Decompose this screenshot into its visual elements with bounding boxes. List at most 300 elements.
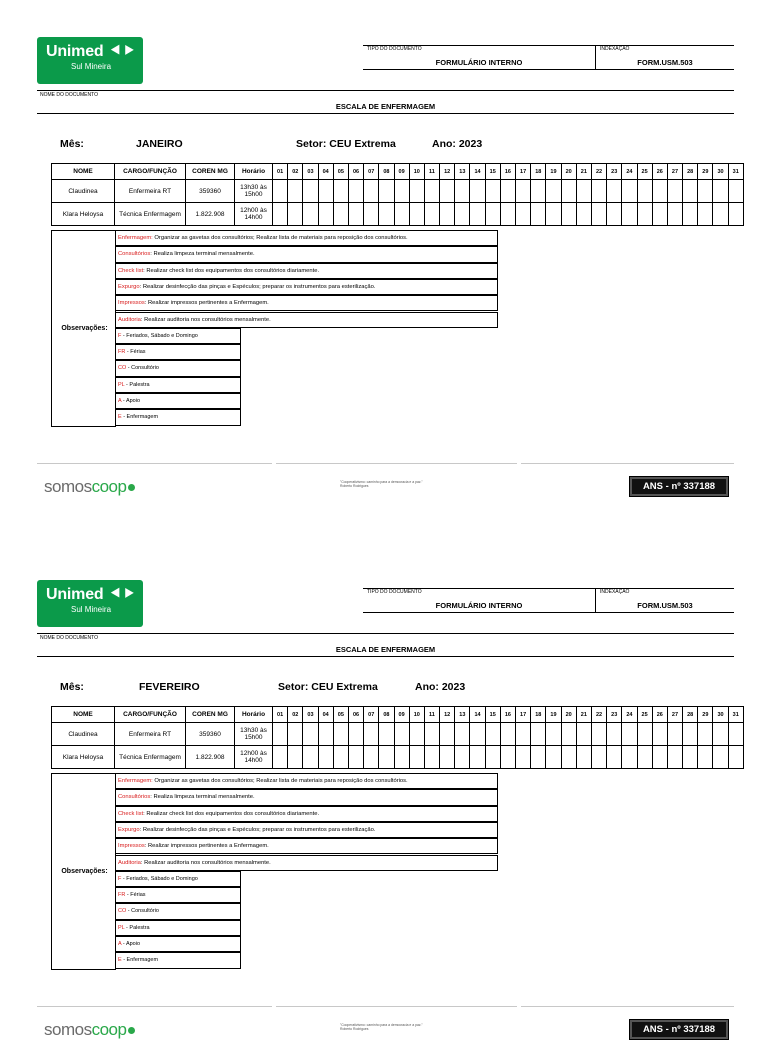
- day-cell[interactable]: [364, 203, 379, 226]
- day-cell[interactable]: [698, 203, 713, 226]
- observation-key: Consultórios: [118, 251, 151, 258]
- day-header: 22: [591, 164, 606, 180]
- observation-row: [116, 230, 498, 246]
- day-cell[interactable]: [683, 203, 698, 226]
- observation-key: Impressos: [118, 843, 145, 850]
- observations-label: Observações:: [51, 773, 116, 970]
- footer-quote: [340, 1023, 423, 1031]
- legend-text: - Apoio: [121, 941, 141, 947]
- day-cell[interactable]: [424, 180, 439, 203]
- day-cell[interactable]: [485, 180, 500, 203]
- observation-row: [116, 855, 498, 871]
- month-label: Mês:: [60, 138, 84, 150]
- coop-dot-icon: [128, 1027, 135, 1034]
- day-cell[interactable]: [546, 203, 561, 226]
- day-header: 21: [576, 164, 591, 180]
- day-cell[interactable]: [303, 723, 318, 746]
- day-cell[interactable]: [728, 203, 743, 226]
- day-header: 11: [424, 164, 439, 180]
- day-header: 13: [455, 707, 470, 723]
- day-header: 25: [637, 707, 652, 723]
- cell-coren: 1.822.908: [186, 203, 235, 226]
- doc-index-box: [595, 45, 734, 70]
- unimed-logo: [37, 580, 143, 627]
- legend-text: - Férias: [125, 349, 146, 356]
- day-cell[interactable]: [713, 180, 728, 203]
- day-cell[interactable]: [303, 203, 318, 226]
- day-cell[interactable]: [470, 180, 485, 203]
- day-header: 31: [728, 164, 743, 180]
- day-header: 08: [379, 707, 394, 723]
- footer-divider: [37, 463, 734, 464]
- day-header: 07: [364, 164, 379, 180]
- day-header: 01: [273, 707, 288, 723]
- day-cell[interactable]: [698, 723, 713, 746]
- day-cell[interactable]: [333, 723, 348, 746]
- cell-coren: 359360: [186, 723, 235, 746]
- day-cell[interactable]: [394, 203, 409, 226]
- observation-text: : Realizar auditoria nos consultórios mensalmente.: [140, 859, 271, 866]
- somos-text: somos: [44, 1020, 92, 1039]
- doc-name-box: [37, 90, 734, 114]
- day-cell[interactable]: [409, 203, 424, 226]
- day-cell[interactable]: [288, 723, 303, 746]
- day-header: 05: [333, 707, 348, 723]
- day-cell[interactable]: [348, 180, 363, 203]
- cell-coren: 1.822.908: [186, 746, 235, 769]
- day-cell[interactable]: [394, 180, 409, 203]
- day-cell[interactable]: [470, 203, 485, 226]
- doc-name-box: [37, 633, 734, 657]
- day-cell[interactable]: [485, 203, 500, 226]
- day-cell[interactable]: [333, 203, 348, 226]
- cell-cargo: Técnica Enfermagem: [115, 203, 186, 226]
- day-cell[interactable]: [364, 180, 379, 203]
- legend-key: CO: [118, 908, 127, 915]
- day-cell[interactable]: [516, 746, 531, 769]
- doc-type-caption: TIPO DO DOCUMENTO: [367, 589, 422, 595]
- day-cell[interactable]: [273, 723, 288, 746]
- observation-row: [116, 773, 498, 789]
- legend-text: - Consultório: [126, 365, 159, 372]
- day-header: 21: [576, 707, 591, 723]
- day-header: 04: [318, 707, 333, 723]
- day-cell[interactable]: [455, 180, 470, 203]
- day-cell[interactable]: [698, 746, 713, 769]
- column-header: CARGO/FUNÇÃO: [115, 707, 186, 723]
- legend-key: FR: [118, 349, 126, 356]
- day-cell[interactable]: [379, 203, 394, 226]
- legend-text: - Palestra: [124, 924, 150, 931]
- legend-key: E: [118, 414, 122, 421]
- day-cell[interactable]: [394, 723, 409, 746]
- quote-author: Roberto Rodrigues: [340, 1027, 369, 1031]
- day-cell[interactable]: [667, 723, 682, 746]
- observation-key: Check list: [118, 810, 144, 817]
- observation-text: : Realizar desinfecção das pinças e Espéculos; preparar os instrumentos para esterilização.: [139, 826, 376, 833]
- day-header: 08: [379, 164, 394, 180]
- doc-name-caption: NOME DO DOCUMENTO: [40, 635, 98, 641]
- day-cell[interactable]: [531, 203, 546, 226]
- observation-key: Impressos: [118, 300, 145, 307]
- day-cell[interactable]: [652, 746, 667, 769]
- day-header: 12: [440, 164, 455, 180]
- day-header: 14: [470, 707, 485, 723]
- observation-row: [116, 295, 498, 311]
- day-cell[interactable]: [470, 746, 485, 769]
- day-cell[interactable]: [561, 723, 576, 746]
- day-header: 16: [500, 707, 515, 723]
- day-header: 09: [394, 164, 409, 180]
- day-cell[interactable]: [500, 723, 515, 746]
- day-cell[interactable]: [546, 723, 561, 746]
- day-header: 31: [728, 707, 743, 723]
- day-cell[interactable]: [333, 746, 348, 769]
- day-cell[interactable]: [348, 746, 363, 769]
- day-cell[interactable]: [303, 746, 318, 769]
- ans-badge: ANS - nº 337188: [630, 1020, 728, 1039]
- day-cell[interactable]: [622, 180, 637, 203]
- day-cell[interactable]: [652, 203, 667, 226]
- day-cell[interactable]: [364, 723, 379, 746]
- day-cell[interactable]: [440, 180, 455, 203]
- day-cell[interactable]: [607, 723, 622, 746]
- day-cell[interactable]: [683, 746, 698, 769]
- table-row: [52, 746, 744, 769]
- day-cell[interactable]: [318, 723, 333, 746]
- day-cell[interactable]: [607, 180, 622, 203]
- doc-index-caption: INDEXAÇÃO: [600, 589, 630, 595]
- day-header: 25: [637, 164, 652, 180]
- observation-row: [116, 806, 498, 822]
- observation-row: [116, 312, 498, 328]
- logo-sub: Sul Mineira: [71, 62, 112, 71]
- observation-row: [116, 246, 498, 262]
- day-header: 23: [607, 164, 622, 180]
- somoscoop-logo: [44, 1020, 135, 1040]
- somoscoop-logo: [44, 477, 135, 497]
- day-header: 14: [470, 164, 485, 180]
- legend-text: - Consultório: [126, 908, 159, 915]
- legend-key: CO: [118, 365, 127, 372]
- day-cell[interactable]: [683, 723, 698, 746]
- cell-horario: 13h30 às 15h00: [235, 180, 273, 203]
- day-cell[interactable]: [652, 180, 667, 203]
- cell-nome: Claudinea: [52, 180, 115, 203]
- day-cell[interactable]: [288, 180, 303, 203]
- day-cell[interactable]: [303, 180, 318, 203]
- day-cell[interactable]: [576, 746, 591, 769]
- day-cell[interactable]: [622, 723, 637, 746]
- day-cell[interactable]: [561, 203, 576, 226]
- legend-key: FR: [118, 892, 126, 899]
- day-cell[interactable]: [637, 723, 652, 746]
- legend-row: [116, 936, 241, 952]
- day-header: 18: [531, 707, 546, 723]
- cell-horario: 13h30 às 15h00: [235, 723, 273, 746]
- day-cell[interactable]: [485, 746, 500, 769]
- cell-cargo: Enfermeira RT: [115, 180, 186, 203]
- quote-line: "Cooperativismo: caminho para a democracia e a paz.": [340, 480, 423, 484]
- day-header: 20: [561, 707, 576, 723]
- somos-text: somos: [44, 477, 92, 496]
- coop-text: coop: [91, 477, 127, 496]
- day-header: 15: [485, 164, 500, 180]
- day-header: 19: [546, 164, 561, 180]
- day-header: 30: [713, 164, 728, 180]
- day-cell[interactable]: [318, 746, 333, 769]
- day-cell[interactable]: [500, 203, 515, 226]
- legend-key: PL: [118, 924, 125, 931]
- day-cell[interactable]: [546, 180, 561, 203]
- logo-name: Unimed: [46, 43, 104, 60]
- observation-row: [116, 279, 498, 295]
- day-cell[interactable]: [440, 746, 455, 769]
- day-header: 24: [622, 707, 637, 723]
- day-cell[interactable]: [516, 180, 531, 203]
- day-cell[interactable]: [576, 180, 591, 203]
- column-header: Horário: [235, 164, 273, 180]
- sector-label: Setor: CEU Extrema: [296, 138, 396, 150]
- legend-key: F: [118, 332, 122, 339]
- year-label: Ano: 2023: [432, 138, 483, 150]
- legend-key: A: [118, 941, 122, 947]
- doc-name-caption: NOME DO DOCUMENTO: [40, 92, 98, 98]
- day-cell[interactable]: [516, 203, 531, 226]
- day-header: 01: [273, 164, 288, 180]
- legend-text: - Palestra: [124, 381, 150, 388]
- legend-text: - Apoio: [121, 398, 141, 404]
- day-cell[interactable]: [288, 203, 303, 226]
- logo-sub: Sul Mineira: [71, 605, 112, 614]
- day-cell[interactable]: [683, 180, 698, 203]
- day-cell[interactable]: [273, 746, 288, 769]
- day-cell[interactable]: [728, 746, 743, 769]
- column-header: NOME: [52, 707, 115, 723]
- doc-type-value: FORMULÁRIO INTERNO: [435, 58, 523, 67]
- day-cell[interactable]: [591, 723, 606, 746]
- day-cell[interactable]: [424, 203, 439, 226]
- day-header: 23: [607, 707, 622, 723]
- doc-index-box: [595, 588, 734, 613]
- day-cell[interactable]: [576, 203, 591, 226]
- day-cell[interactable]: [409, 723, 424, 746]
- legend-row: [116, 377, 241, 393]
- day-header: 11: [424, 707, 439, 723]
- observation-text: : Realiza limpeza terminal mensalmente.: [150, 794, 255, 801]
- day-cell[interactable]: [333, 180, 348, 203]
- day-cell[interactable]: [379, 723, 394, 746]
- day-header: 02: [288, 707, 303, 723]
- day-cell[interactable]: [667, 180, 682, 203]
- day-header: 04: [318, 164, 333, 180]
- observation-row: [116, 263, 498, 279]
- day-cell[interactable]: [728, 180, 743, 203]
- day-cell[interactable]: [713, 723, 728, 746]
- observation-key: Check list: [118, 267, 144, 274]
- coop-dot-icon: [128, 484, 135, 491]
- observation-text: : Realizar impressos pertinentes a Enfermagem.: [144, 300, 269, 307]
- observation-row: [116, 822, 498, 838]
- legend-text: - Férias: [125, 892, 146, 899]
- cell-nome: Claudinea: [52, 723, 115, 746]
- observation-text: Organizar as gavetas dos consultórios; Realizar lista de materiais para reposição dos consultórios.: [152, 235, 408, 241]
- doc-type-box: [363, 45, 595, 70]
- day-cell[interactable]: [637, 180, 652, 203]
- day-cell[interactable]: [348, 723, 363, 746]
- schedule-table: [51, 163, 744, 226]
- day-cell[interactable]: [516, 723, 531, 746]
- doc-type-caption: TIPO DO DOCUMENTO: [367, 46, 422, 52]
- schedule-header-row: [52, 707, 744, 723]
- legend-text: - Feriados, Sábado e Domingo: [121, 875, 198, 882]
- day-header: 16: [500, 164, 515, 180]
- legend-row: [116, 360, 241, 376]
- day-cell[interactable]: [440, 723, 455, 746]
- observation-key: Auditoria: [118, 859, 141, 866]
- day-cell[interactable]: [637, 746, 652, 769]
- day-cell[interactable]: [591, 203, 606, 226]
- legend-row: [116, 409, 241, 425]
- legend-row: [116, 920, 241, 936]
- cell-cargo: Técnica Enfermagem: [115, 746, 186, 769]
- day-cell[interactable]: [713, 203, 728, 226]
- day-header: 26: [652, 164, 667, 180]
- day-cell[interactable]: [424, 723, 439, 746]
- day-header: 09: [394, 707, 409, 723]
- year-label: Ano: 2023: [415, 681, 466, 693]
- day-header: 15: [485, 707, 500, 723]
- day-cell[interactable]: [652, 723, 667, 746]
- day-header: 27: [667, 164, 682, 180]
- legend-key: PL: [118, 381, 125, 388]
- day-cell[interactable]: [455, 203, 470, 226]
- month-value: JANEIRO: [136, 138, 183, 150]
- day-cell[interactable]: [409, 746, 424, 769]
- day-cell[interactable]: [561, 180, 576, 203]
- day-header: 20: [561, 164, 576, 180]
- legend-text: - Enfermagem: [121, 957, 159, 964]
- cell-nome: Klara Heloysa: [52, 746, 115, 769]
- day-header: 28: [683, 164, 698, 180]
- day-header: 10: [409, 707, 424, 723]
- day-cell[interactable]: [348, 203, 363, 226]
- day-cell[interactable]: [622, 203, 637, 226]
- day-cell[interactable]: [698, 180, 713, 203]
- day-cell[interactable]: [531, 723, 546, 746]
- day-header: 02: [288, 164, 303, 180]
- day-cell[interactable]: [561, 746, 576, 769]
- day-cell[interactable]: [485, 723, 500, 746]
- observation-key: Expurgo: [118, 283, 140, 290]
- day-header: 07: [364, 707, 379, 723]
- legend-key: E: [118, 957, 122, 964]
- observation-text: : Realizar check list dos equipamentos dos consultórios diariamente.: [143, 267, 320, 274]
- column-header: CARGO/FUNÇÃO: [115, 164, 186, 180]
- day-cell[interactable]: [379, 746, 394, 769]
- day-cell[interactable]: [273, 203, 288, 226]
- day-cell[interactable]: [455, 723, 470, 746]
- day-cell[interactable]: [576, 723, 591, 746]
- day-cell[interactable]: [500, 180, 515, 203]
- day-cell[interactable]: [622, 746, 637, 769]
- day-cell[interactable]: [470, 723, 485, 746]
- observation-text: : Realizar auditoria nos consultórios mensalmente.: [140, 316, 271, 323]
- legend-row: [116, 871, 241, 887]
- observation-key: Auditoria: [118, 316, 141, 323]
- day-cell[interactable]: [591, 746, 606, 769]
- day-cell[interactable]: [667, 203, 682, 226]
- doc-index-value: FORM.USM.503: [637, 601, 693, 610]
- legend-text: - Enfermagem: [121, 414, 159, 421]
- day-cell[interactable]: [394, 746, 409, 769]
- day-header: 10: [409, 164, 424, 180]
- schedule-table: [51, 706, 744, 769]
- doc-name-value: ESCALA DE ENFERMAGEM: [335, 645, 436, 654]
- legend-row: [116, 952, 241, 968]
- doc-index-value: FORM.USM.503: [637, 58, 693, 67]
- observations-label: Observações:: [51, 230, 116, 427]
- cell-horario: 12h00 às 14h00: [235, 746, 273, 769]
- day-cell[interactable]: [607, 203, 622, 226]
- day-cell[interactable]: [591, 180, 606, 203]
- unimed-tree-icon: ⯇⯈: [109, 586, 135, 603]
- day-cell[interactable]: [667, 746, 682, 769]
- logo-name: Unimed: [46, 586, 104, 603]
- day-header: 24: [622, 164, 637, 180]
- month-value: FEVEREIRO: [139, 681, 200, 693]
- day-cell[interactable]: [728, 723, 743, 746]
- day-cell[interactable]: [318, 180, 333, 203]
- legend-text: - Feriados, Sábado e Domingo: [121, 332, 198, 339]
- day-header: 27: [667, 707, 682, 723]
- day-header: 28: [683, 707, 698, 723]
- day-cell[interactable]: [409, 180, 424, 203]
- day-cell[interactable]: [379, 180, 394, 203]
- day-header: 17: [516, 707, 531, 723]
- day-cell[interactable]: [440, 203, 455, 226]
- legend-row: [116, 887, 241, 903]
- day-cell[interactable]: [273, 180, 288, 203]
- day-cell[interactable]: [607, 746, 622, 769]
- observation-text: : Realizar impressos pertinentes a Enfermagem.: [144, 843, 269, 850]
- doc-name-value: ESCALA DE ENFERMAGEM: [335, 102, 436, 111]
- day-cell[interactable]: [713, 746, 728, 769]
- column-header: COREN MG: [186, 707, 235, 723]
- day-header: 03: [303, 164, 318, 180]
- legend-row: [116, 393, 241, 409]
- day-cell[interactable]: [364, 746, 379, 769]
- unimed-tree-icon: ⯇⯈: [109, 43, 135, 60]
- observation-key: Expurgo: [118, 826, 140, 833]
- day-cell[interactable]: [531, 746, 546, 769]
- day-header: 05: [333, 164, 348, 180]
- quote-line: "Cooperativismo: caminho para a democracia e a paz.": [340, 1023, 423, 1027]
- day-cell[interactable]: [455, 746, 470, 769]
- doc-index-caption: INDEXAÇÃO: [600, 46, 630, 52]
- day-header: 12: [440, 707, 455, 723]
- day-cell[interactable]: [318, 203, 333, 226]
- day-cell[interactable]: [424, 746, 439, 769]
- day-header: 30: [713, 707, 728, 723]
- schedule-header-row: [52, 164, 744, 180]
- day-cell[interactable]: [531, 180, 546, 203]
- day-cell[interactable]: [288, 746, 303, 769]
- day-cell[interactable]: [500, 746, 515, 769]
- day-cell[interactable]: [546, 746, 561, 769]
- day-cell[interactable]: [637, 203, 652, 226]
- coop-text: coop: [91, 1020, 127, 1039]
